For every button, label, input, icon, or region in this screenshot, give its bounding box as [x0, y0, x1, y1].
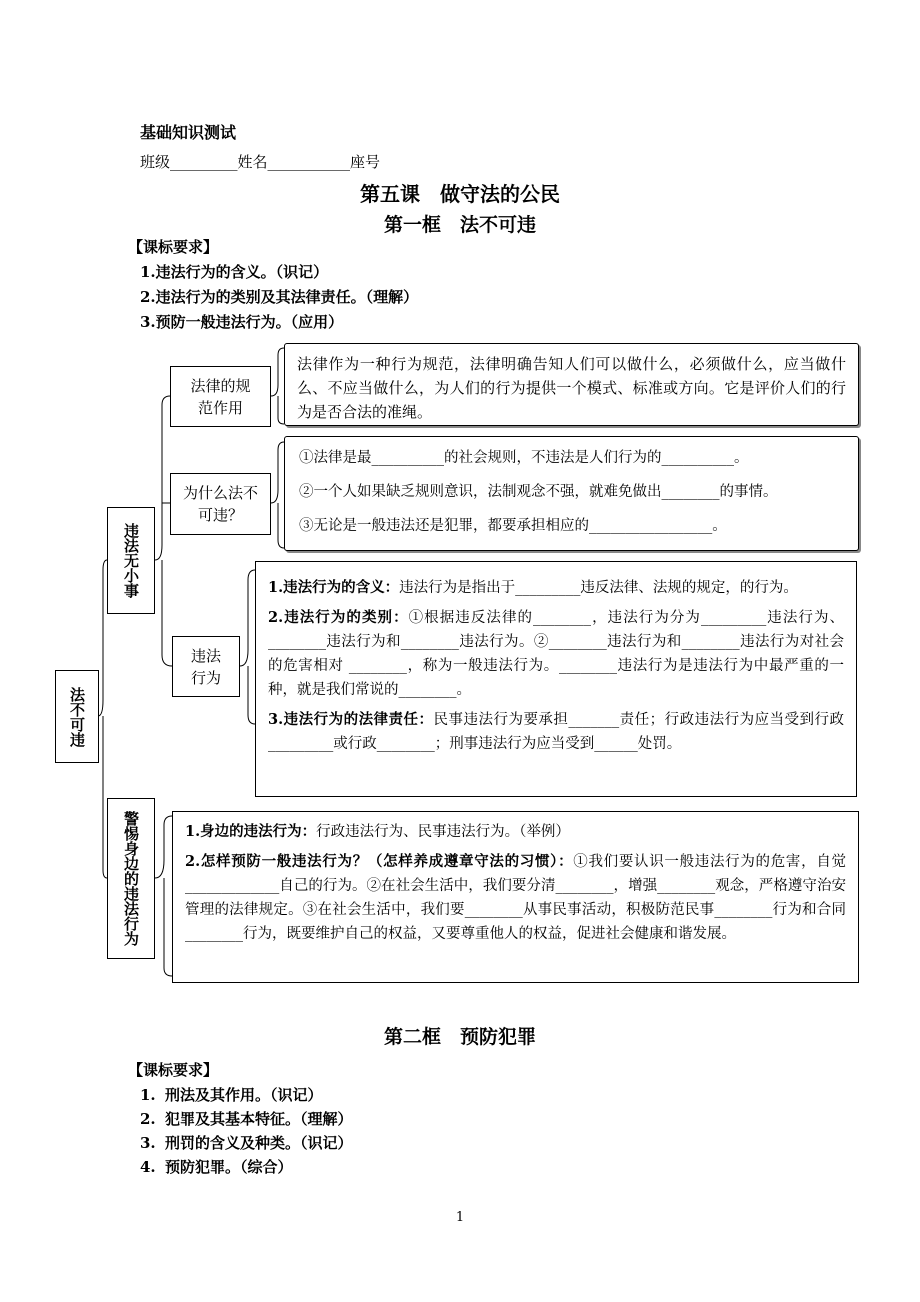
act-categories-text: ①根据违反法律的________，违法行为分为_________违法行为、________违法行为和________违法行为。②________违法行为和________违法行为对社会的危害相对 ________，称为一般违法行为。________违法行为是违法行为中最严重的一种，就是我们常说的________。: [268, 610, 844, 698]
frame1-req-3: 3.预防一般违法行为。（应用）: [140, 313, 344, 331]
act-definition: [268, 576, 844, 600]
frame2-req-1: [140, 1084, 323, 1105]
frame1-title: 第一框 法不可违: [383, 214, 536, 236]
nearby-violations: [185, 820, 846, 844]
act-categories-label: 2.违法行为的类别：: [268, 609, 409, 626]
branch-node-minor-violations: 违法无小事: [107, 507, 155, 614]
frame2-title: 第二框 预防犯罪: [383, 1026, 536, 1048]
frame2-req-heading: 【课标要求】: [128, 1061, 219, 1079]
req-number: 4.: [140, 1158, 156, 1176]
student-info-line: 班级_________姓名___________座号: [140, 153, 381, 171]
node-illegal-acts: 违法行为: [172, 636, 240, 697]
why-item-2: ②一个人如果缺乏规则意识，法制观念不强，就难免做出________的事情。: [299, 484, 778, 500]
section-heading: 基础知识测试: [140, 123, 237, 142]
why-item-1: ①法律是最__________的社会规则，不违法是人们行为的__________。: [299, 450, 749, 466]
nearby-violations-label: 1.身边的违法行为：: [185, 823, 317, 840]
frame2-req-4: [140, 1156, 293, 1177]
act-liability: [268, 708, 844, 756]
act-liability-label: 3.违法行为的法律责任：: [268, 711, 434, 728]
branch-node-beware-violations: 警惕身边的违法行为: [107, 798, 155, 959]
frame1-req-heading: 【课标要求】: [128, 238, 219, 256]
req-number: 1.: [140, 1086, 156, 1104]
node-why-not-violate: 为什么法不可违？: [170, 473, 271, 535]
req-text: 刑法及其作用。（识记）: [165, 1086, 323, 1104]
lesson-title: 第五课 做守法的公民: [360, 182, 560, 206]
prevent-violations-label: 2.怎样预防一般违法行为？（怎样养成遵章守法的习惯）：: [185, 853, 574, 870]
frame2-req-3: [140, 1132, 353, 1153]
req-text: 犯罪及其基本特征。（理解）: [165, 1110, 353, 1128]
node-normative-role: 法律的规范作用: [170, 366, 271, 427]
req-text: 刑罚的含义及种类。（识记）: [165, 1134, 353, 1152]
act-liability-text: 民事违法行为要承担_______责任；行政违法行为应当受到行政_________或行政________；刑事违法行为应当受到______处罚。: [268, 712, 844, 752]
act-definition-text: 违法行为是指出于_________违反法律、法规的规定，的行为。: [399, 580, 798, 596]
frame2-req-2: [140, 1108, 353, 1129]
root-node: 法不可违: [55, 670, 99, 763]
nearby-violations-text: 行政违法行为、民事违法行为。（举例）: [316, 824, 570, 840]
box-illegal-acts: [255, 561, 857, 797]
act-definition-label: 1.违法行为的含义：: [268, 579, 400, 596]
box-beware-violations: [172, 811, 859, 983]
box-normative-role: [284, 343, 859, 426]
why-item-3: ③无论是一般违法还是犯罪，都要承担相应的_________________。: [299, 518, 727, 534]
frame1-req-1: 1.违法行为的含义。（识记）: [140, 263, 329, 281]
normative-role-text: 法律作为一种行为规范，法律明确告知人们可以做什么，必须做什么，应当做什么、不应当做什么，为人们的行为提供一个模式、标准或方向。它是评价人们的行为是否合法的准绳。: [297, 355, 846, 421]
req-number: 2.: [140, 1110, 156, 1128]
prevent-violations-text: ①我们要认识一般违法行为的危害，自觉_____________自己的行为。②在社会生活中，我们要分清________，增强________观念，严格遵守治安管理的法律规定。③在社会生活中，我们要________从事民事活动，积极防范民事________行为和合同________行为，既要维护自己的权益，又要尊重他人的权益，促进社会健康和谐发展。: [185, 854, 847, 942]
req-text: 预防犯罪。（综合）: [165, 1158, 293, 1176]
act-categories: [268, 606, 844, 702]
frame1-req-2: 2.违法行为的类别及其法律责任。（理解）: [140, 288, 419, 306]
page-number: 1: [455, 1210, 465, 1225]
req-number: 3.: [140, 1134, 156, 1152]
prevent-violations: [185, 850, 846, 946]
box-why-not-violate: [284, 436, 859, 551]
